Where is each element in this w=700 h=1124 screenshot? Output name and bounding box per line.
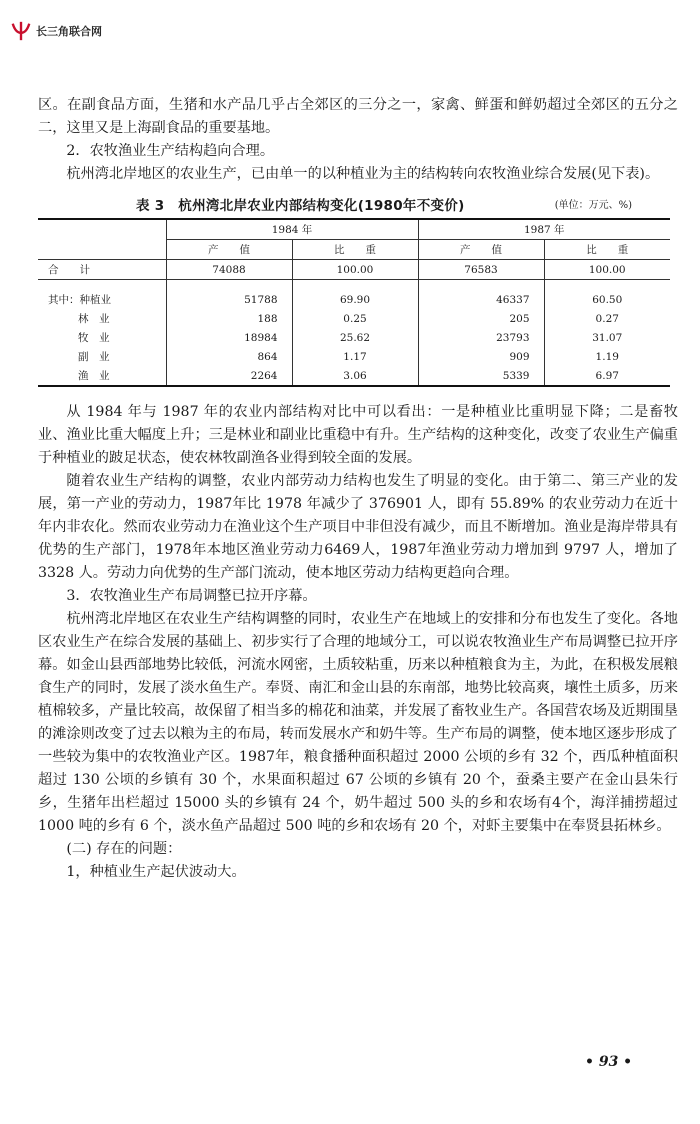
row-label: 牧 业 bbox=[38, 328, 166, 347]
section-heading: 3．农牧渔业生产布局调整已拉开序幕。 bbox=[66, 588, 317, 604]
table-unit: (单位：万元、%) bbox=[554, 200, 632, 211]
logo-icon bbox=[10, 20, 32, 42]
cell: 18984 bbox=[166, 328, 292, 347]
cell: 1.17 bbox=[292, 347, 418, 366]
row-label: 渔 业 bbox=[38, 366, 166, 386]
col-header-share: 比 重 bbox=[544, 240, 670, 260]
cell: 31.07 bbox=[592, 331, 623, 344]
paragraph: 杭州湾北岸地区的农业生产，已由单一的以种植业为主的结构转向农牧渔业综合发展(见下表)。 bbox=[66, 166, 660, 182]
paragraph: 区。在副食品方面，生猪和水产品几乎占全郊区的三分之一，家禽、鲜蛋和鲜奶超过全郊区的五分之二，这里又是上海副食品的重要基地。 bbox=[38, 97, 678, 136]
cell: 0.27 bbox=[595, 312, 619, 325]
cell: 5339 bbox=[418, 366, 544, 386]
row-label: 合 计 bbox=[38, 260, 166, 280]
table-caption: 表 3 杭州湾北岸农业内部结构变化(1980年不变价) bbox=[136, 198, 465, 214]
cell: 100.00 bbox=[544, 260, 670, 280]
table-row bbox=[38, 290, 670, 309]
cell: 46337 bbox=[418, 290, 544, 309]
cell: 3.06 bbox=[292, 366, 418, 386]
paragraph: 杭州湾北岸地区在农业生产结构调整的同时，农业生产在地域上的安排和分布也发生了变化。各地区农业生产在综合发展的基础上、初步实行了合理的地域分工，可以说农牧渔业生产布局调整已拉开序幕。如金山县西部地势比较低，河流水网密，土质较粘重，历来以种植粮食为主，为此，在积极发展粮食生产的同时，发展了淡水鱼生产。奉贤、南汇和金山县的东南部，地势比较高爽，壤性土质多，历来植棉较多，产量比较高，故保留了相当多的棉花和油菜，并发展了畜牧业生产。各国营农场及近期围垦的滩涂则改变了过去以粮为主的布局，转而发展水产和奶牛等。生产布局的调整，使本地区逐步形成了一些较为集中的农牧渔业产区。1987年，粮食播种面积超过 2000 公顷的乡有 32 个，西瓜种植面积超过 130 公顷的乡镇有 30 个，水果面积超过 67 公顷的乡镇有 20 个，蚕桑主要产在金山县朱行乡，生猪年出栏超过 15000 头的乡镇有 24 个，奶牛超过 500 头的乡和农场有4个，海洋捕捞超过 1000 吨的乡有 6 个，淡水鱼产品超过 500 吨的乡和农场有 20 个，对虾主要集中在奉贤县拓林乡。 bbox=[38, 611, 678, 834]
table-row bbox=[38, 309, 670, 328]
section-heading: (二) 存在的问题： bbox=[66, 841, 182, 857]
data-table bbox=[38, 218, 670, 387]
cell: 864 bbox=[166, 347, 292, 366]
cell: 188 bbox=[166, 309, 292, 328]
section-heading: 1，种植业生产起伏波动大。 bbox=[66, 864, 246, 880]
table-row bbox=[38, 328, 670, 347]
table-row-total bbox=[38, 260, 670, 280]
table-row bbox=[38, 366, 670, 386]
site-header bbox=[10, 20, 102, 42]
col-header-value: 产 值 bbox=[418, 240, 544, 260]
cell: 909 bbox=[418, 347, 544, 366]
page-number: • 93 • bbox=[585, 1054, 633, 1070]
cell: 100.00 bbox=[292, 260, 418, 280]
table-caption-row bbox=[38, 194, 678, 214]
cell: 23793 bbox=[418, 328, 544, 347]
year-header-1987: 1987 年 bbox=[418, 219, 670, 240]
cell: 74088 bbox=[166, 260, 292, 280]
cell: 76583 bbox=[418, 260, 544, 280]
cell: 1.19 bbox=[595, 350, 619, 363]
cell: 25.62 bbox=[292, 328, 418, 347]
section-heading: 2．农牧渔业生产结构趋向合理。 bbox=[66, 143, 275, 159]
site-name: 长三角联合网 bbox=[36, 25, 102, 38]
cell: 60.50 bbox=[592, 293, 623, 306]
paragraph: 从 1984 年与 1987 年的农业内部结构对比中可以看出：一是种植业比重明显下降；二是畜牧业、渔业比重大幅度上升；三是林业和副业比重稳中有升。生产结构的这种变化，改变了农业生产偏重于种植业的跛足状态，使农林牧副渔各业得到较全面的发展。 bbox=[38, 404, 678, 466]
cell: 2264 bbox=[166, 366, 292, 386]
cell: 6.97 bbox=[544, 366, 670, 386]
paragraph: 随着农业生产结构的调整，农业内部劳动力结构也发生了明显的变化。由于第二、第三产业的发展，第一产业的劳动力，1987年比 1978 年减少了 376901 人，即有 55.89% 的农业劳动力在近十年内非农化。然而农业劳动力在渔业这个生产项目中非但没有减少，而且不断增加。渔业是海岸带具有优势的生产部门，1978年本地区渔业劳动力6469人，1987年渔业劳动力增加到 9797 人，增加了 3328 人。劳动力向优势的生产部门流动，使本地区劳动力结构更趋向合理。 bbox=[38, 473, 678, 581]
col-header-share: 比 重 bbox=[292, 240, 418, 260]
row-label: 副 业 bbox=[38, 347, 166, 366]
year-header-1984: 1984 年 bbox=[166, 219, 418, 240]
cell: 69.90 bbox=[292, 290, 418, 309]
document-body bbox=[38, 94, 678, 884]
table-row bbox=[38, 347, 670, 366]
cell: 205 bbox=[418, 309, 544, 328]
row-label: 其中：种植业 bbox=[38, 290, 166, 309]
cell: 51788 bbox=[166, 290, 292, 309]
col-header-value: 产 值 bbox=[166, 240, 292, 260]
row-label: 林 业 bbox=[38, 309, 166, 328]
cell: 0.25 bbox=[292, 309, 418, 328]
